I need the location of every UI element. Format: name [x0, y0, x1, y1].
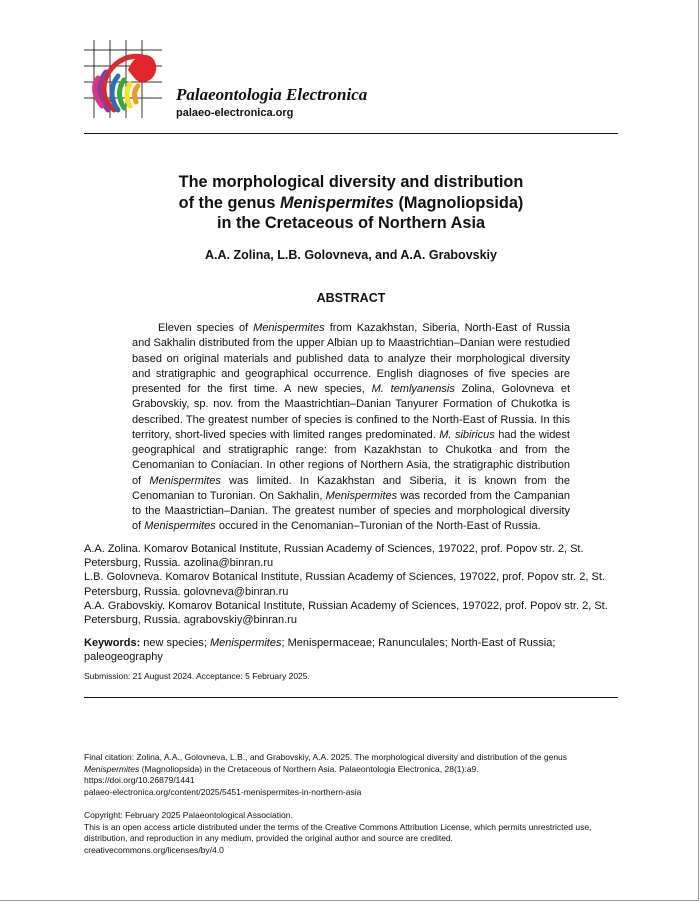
final-citation: Final citation: Zolina, A.A., Golovneva, L.B., and Grabovskiy, A.A. 2025. The morphological diversity and distribution of the genus Menispermites (Magnoliopsida) in the Cretaceous of Northern Asia. Palaeontologia Electronica, 28(1):a9. https://doi.org/10.26879/1441 palaeo-electronica.org/content/2025/5451-menispermites-in-northern-asia	[84, 752, 624, 798]
doi-link[interactable]: https://doi.org/10.26879/1441	[84, 775, 195, 785]
abstract-heading: ABSTRACT	[316, 291, 386, 305]
affiliation-golovneva: L.B. Golovneva. Komarov Botanical Institute, Russian Academy of Sciences, 197022, prof. Popov str. 2, St. Petersburg, Russia. golovneva@binran.ru	[84, 571, 605, 598]
footer-divider	[84, 697, 618, 698]
cc-license-link[interactable]: creativecommons.org/licenses/by/4.0	[84, 844, 224, 855]
author-list: A.A. Zolina, L.B. Golovneva, and A.A. Grabovskiy	[205, 248, 497, 262]
abstract-body: Eleven species of Menispermites from Kazakhstan, Siberia, North-East of Russia and Sakhalin distributed from the upper Albian up to Maastrichtian–Danian were restudied based on original materials and published data to analyze their morphological diversity and stratigraphic and geographical occurrence. English diagnoses of five species are presented for the first time. A new species, M. temlyanensis Zolina, Golovneva et Grabovskiy, sp. nov. from the Maastrichtian–Danian Tanyurer Formation of Chukotka is described. The greatest number of species is confined to the North-East of Russia. In this territory, short-lived species with limited ranges predominated. M. sibiricus had the widest geographical and stratigraphic range: from Kazakhstan to Chukotka and from the Cenomanian to Coniacian. In other regions of Northern Asia, the stratigraphic distribution of Menispermites was limited. In Kazakhstan and Siberia, it is known from the Cenomanian to Turonian. On Sakhalin, Menispermites was recorded from the Campanian to the Maastrictian–Danian. The greatest number of species and morphological diversity of Menispermites occured in the Cenomanian–Turonian of the North-East of Russia.	[132, 322, 571, 533]
journal-url[interactable]: palaeo-electronica.org	[176, 107, 294, 119]
copyright-line: Copyright: February 2025 Palaeontological Association.	[84, 810, 293, 820]
header-divider	[84, 133, 618, 134]
submission-dates: Submission: 21 August 2024. Acceptance: 5 February 2025.	[84, 671, 310, 681]
copyright-notice	[84, 810, 624, 856]
keywords-label: Keywords:	[84, 637, 141, 649]
license-text: This is an open access article distributed under the terms of the Creative Commons Attribution License, which permits unrestricted use, distribution, and reproduction in any medium, provided the original author and source are credited.	[84, 821, 592, 843]
title-line-2: of the genus Menispermites (Magnoliopsida)	[178, 193, 524, 212]
title-line-3: in the Cretaceous of Northern Asia	[216, 214, 486, 232]
keywords: Keywords: new species; Menispermites; Menispermaceae; Ranunculales; North-East of Russia; paleogeography	[84, 637, 556, 664]
article-link[interactable]: palaeo-electronica.org/content/2025/5451-menispermites-in-northern-asia	[84, 786, 362, 797]
title-line-1: The morphological diversity and distribution	[178, 173, 524, 191]
article-title	[84, 172, 618, 234]
journal-logo-icon	[84, 40, 162, 118]
author-affiliations	[84, 542, 618, 627]
affiliation-grabovskiy: A.A. Grabovskiy. Komarov Botanical Institute, Russian Academy of Sciences, 197022, prof. Popov str. 2, St. Petersburg, Russia. agrabovskiy@binran.ru	[84, 599, 608, 627]
journal-name: Palaeontologia Electronica	[176, 85, 368, 104]
affiliation-zolina: A.A. Zolina. Komarov Botanical Institute, Russian Academy of Sciences, 197022, prof. Popov str. 2, St. Petersburg, Russia. azolina@binran.ru	[84, 543, 584, 570]
title-genus: Menispermites	[279, 193, 394, 212]
